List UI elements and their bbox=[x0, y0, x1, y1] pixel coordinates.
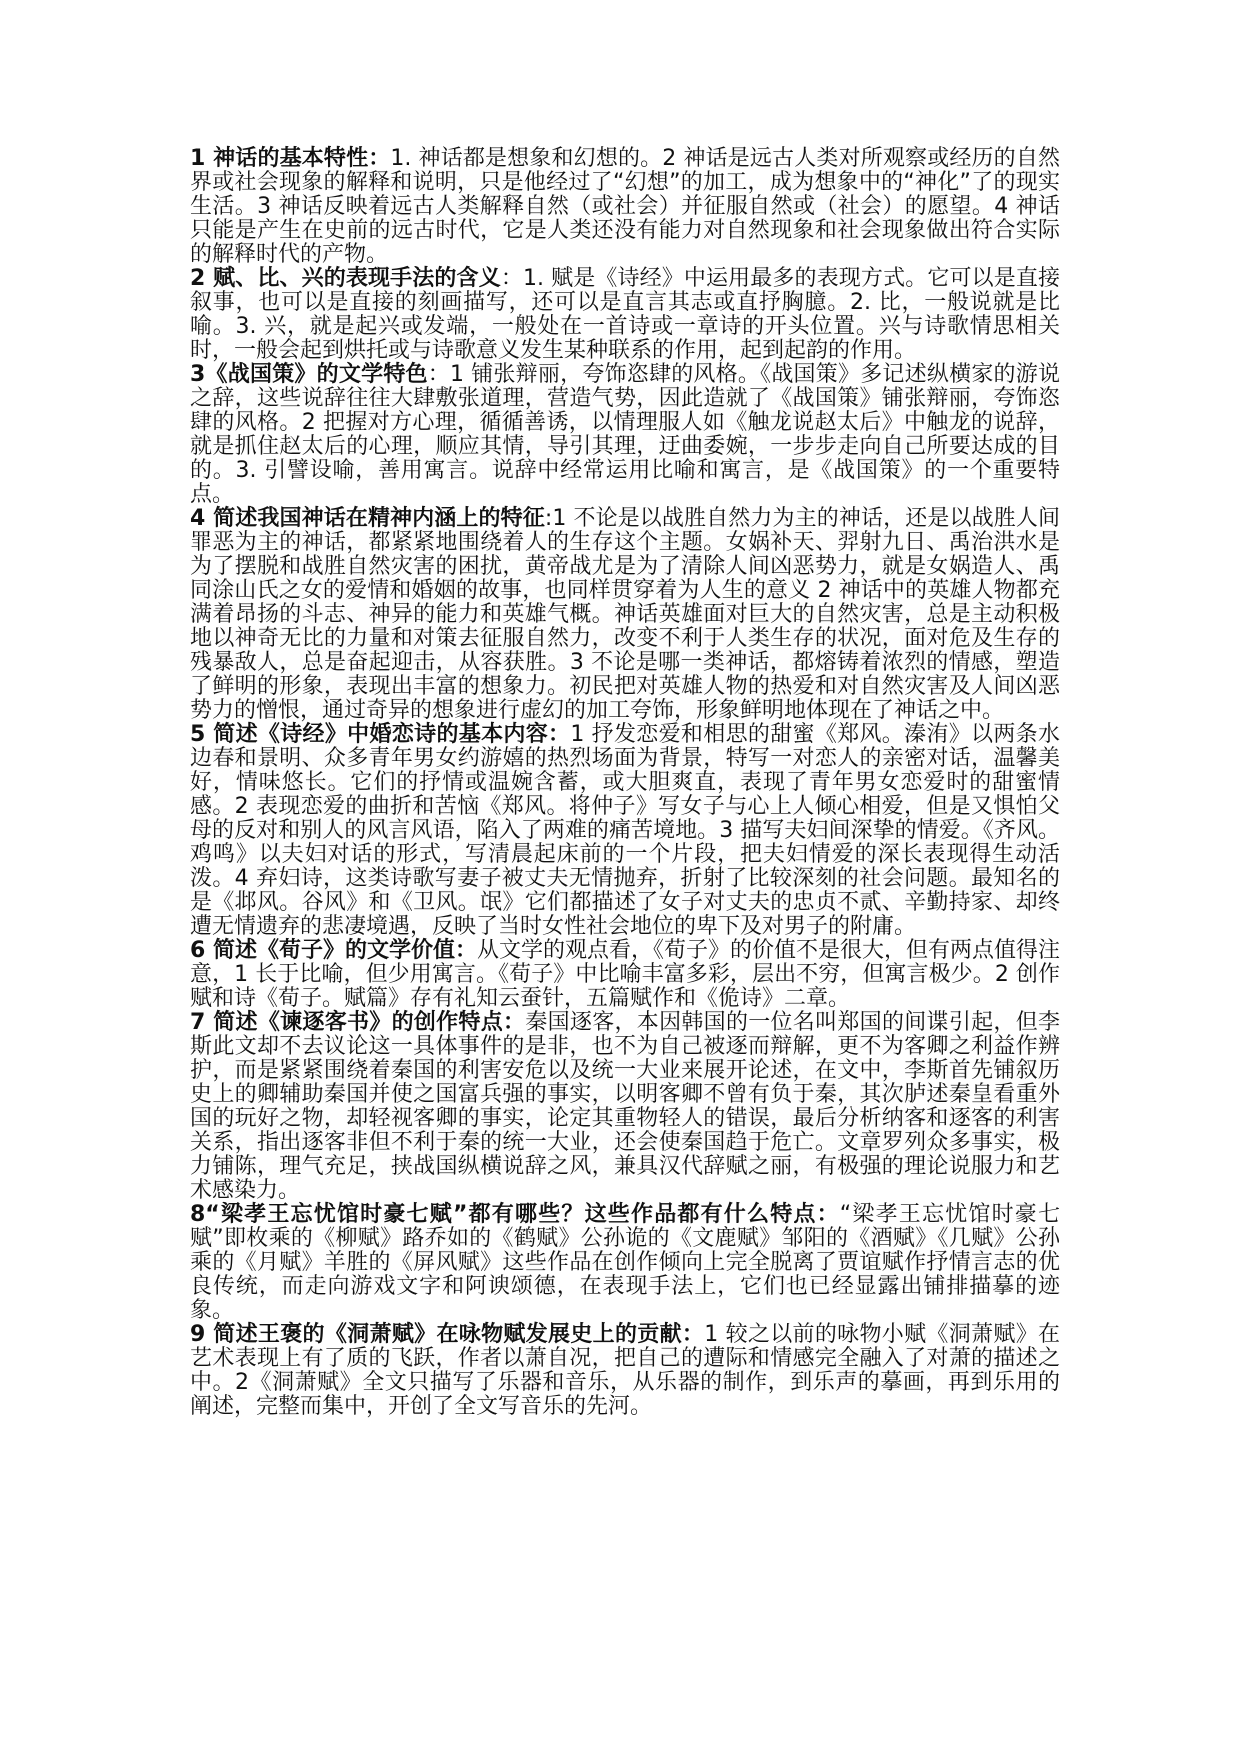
entry-title: 3《战国策》的文学特色 bbox=[190, 362, 428, 387]
entry-6 bbox=[190, 939, 1060, 1011]
entry-title: 4 简述我国神话在精神内涵上的特征 bbox=[190, 506, 545, 531]
entry-title: 2 赋、比、兴的表现手法的含义 bbox=[190, 266, 501, 291]
entry-title: 6 简述《荀子》的文学价值： bbox=[190, 938, 477, 963]
entry-body: 秦国逐客，本因韩国的一位名叫郑国的间谍引起，但李斯此文却不去议论这一具体事件的是非，也不为自己被逐而辩解，更不为客卿之利益作辨护，而是紧紧围绕着秦国的利害安危以及统一大业来展开论述，在文中，李斯首先铺叙历史上的卿辅助秦国并使之国富兵强的事实，以明客卿不曾有负于秦，其次胪述秦皇看重外国的玩好之物，却轻视客卿的事实，论定其重物轻人的错误，最后分析纳客和逐客的利害关系，指出逐客非但不利于秦的统一大业，还会使秦国趋于危亡。文章罗列众多事实，极力铺陈，理气充足，挟战国纵横说辞之风，兼具汉代辞赋之丽，有极强的理论说服力和艺术感染力。 bbox=[190, 1010, 1060, 1203]
entry-3 bbox=[190, 363, 1060, 507]
entry-title: 9 简述王褒的《洞萧赋》在咏物赋发展史上的贡献： bbox=[190, 1322, 705, 1347]
entry-7 bbox=[190, 1011, 1060, 1203]
entry-title: 5 简述《诗经》中婚恋诗的基本内容： bbox=[190, 722, 571, 747]
document-page bbox=[190, 147, 1060, 1419]
entry-body: “梁孝王忘忧馆时豪七赋”即枚乘的《柳赋》路乔如的《鹤赋》公孙诡的《文鹿赋》邹阳的《酒赋》《几赋》公孙乘的《月赋》羊胜的《屏风赋》这些作品在创作倾向上完全脱离了贾谊赋作抒情言志的优良传统，而走向游戏文字和阿谀颂德，在表现手法上，它们也已经显露出铺排描摹的迹象。 bbox=[190, 1202, 1060, 1323]
entry-title: 8“梁孝王忘忧馆时豪七赋”都有哪些？这些作品都有什么特点： bbox=[190, 1202, 840, 1227]
entry-title: 1 神话的基本特性： bbox=[190, 146, 391, 171]
entry-body: 1 较之以前的咏物小赋《洞萧赋》在艺术表现上有了质的飞跃，作者以萧自况，把自己的遭际和情感完全融入了对萧的描述之中。2《洞萧赋》全文只描写了乐器和音乐，从乐器的制作，到乐声的摹画，再到乐用的阐述，完整而集中，开创了全文写音乐的先河。 bbox=[190, 1322, 1061, 1419]
entry-1 bbox=[190, 147, 1060, 267]
entry-5 bbox=[190, 723, 1060, 939]
entry-body: ：1. 赋是《诗经》中运用最多的表现方式。它可以是直接叙事，也可以是直接的刻画描写，还可以是直言其志或直抒胸臆。2. 比，一般说就是比喻。3. 兴，就是起兴或发端，一般处在一首诗或一章诗的开头位置。兴与诗歌情思相关时，一般会起到烘托或与诗歌意义发生某种联系的作用，起到起韵的作用。 bbox=[190, 266, 1060, 363]
entry-8 bbox=[190, 1203, 1060, 1323]
entry-title: 7 简述《谏逐客书》的创作特点： bbox=[190, 1010, 526, 1035]
entry-body: 1 抒发恋爱和相思的甜蜜《郑风。溱洧》以两条水边春和景明、众多青年男女约游嬉的热烈场面为背景，特写一对恋人的亲密对话，温馨美好，情味悠长。它们的抒情或温婉含蓄，或大胆爽直，表现了青年男女恋爱时的甜蜜情感。2 表现恋爱的曲折和苦恼《郑风。将仲子》写女子与心上人倾心相爱，但是又惧怕父母的反对和别人的风言风语，陷入了两难的痛苦境地。3 描写夫妇间深挚的情爱。《齐风。鸡鸣》以夫妇对话的形式，写清晨起床前的一个片段，把夫妇情爱的深长表现得生动活泼。4 弃妇诗，这类诗歌写妻子被丈夫无情抛弃，折射了比较深刻的社会问题。最知名的是《邶风。谷风》和《卫风。氓》它们都描述了女子对丈夫的忠贞不贰、辛勤持家、却终遭无情遗弃的悲凄境遇，反映了当时女性社会地位的卑下及对男子的附庸。 bbox=[190, 722, 1061, 939]
entry-body: ：1 铺张辩丽，夸饰恣肆的风格。《战国策》多记述纵横家的游说之辞，这些说辞往往大肆敷张道理，营造气势，因此造就了《战国策》铺张辩丽，夸饰恣肆的风格。2 把握对方心理，循循善诱，以情理服人如《触龙说赵太后》中触龙的说辞，就是抓住赵太后的心理，顺应其情，导引其理，迂曲委婉，一步步走向自己所要达成的目的。3. 引譬设喻，善用寓言。说辞中经常运用比喻和寓言，是《战国策》的一个重要特点。 bbox=[190, 362, 1060, 507]
entry-body: 从文学的观点看，《荀子》的价值不是很大，但有两点值得注意，1 长于比喻，但少用寓言。《荀子》中比喻丰富多彩，层出不穷，但寓言极少。2 创作赋和诗《荀子。赋篇》存有礼知云蚕针，五篇赋作和《佹诗》二章。 bbox=[190, 938, 1060, 1011]
entry-2 bbox=[190, 267, 1060, 363]
entry-body: :1 不论是以战胜自然力为主的神话，还是以战胜人间罪恶为主的神话，都紧紧地围绕着人的生存这个主题。女娲补天、羿射九日、禹治洪水是为了摆脱和战胜自然灾害的困扰，黄帝战尤是为了清除人间凶恶势力，就是女娲造人、禹同涂山氏之女的爱情和婚姻的故事，也同样贯穿着为人生的意义 2 神话中的英雄人物都充满着昂扬的斗志、神异的能力和英雄气概。神话英雄面对巨大的自然灾害，总是主动积极地以神奇无比的力量和对策去征服自然力，改变不利于人类生存的状况，面对危及生存的残暴敌人，总是奋起迎击，从容获胜。3 不论是哪一类神话，都熔铸着浓烈的情感，塑造了鲜明的形象，表现出丰富的想象力。初民把对英雄人物的热爱和对自然灾害及人间凶恶势力的憎恨，通过奇异的想象进行虚幻的加工夸饰，形象鲜明地体现在了神话之中。 bbox=[190, 506, 1061, 723]
entry-4 bbox=[190, 507, 1060, 723]
entry-body: 1. 神话都是想象和幻想的。2 神话是远古人类对所观察或经历的自然界或社会现象的解释和说明，只是他经过了“幻想”的加工，成为想象中的“神化”了的现实生活。3 神话反映着远古人类解释自然（或社会）并征服自然或（社会）的愿望。4 神话只能是产生在史前的远古时代，它是人类还没有能力对自然现象和社会现象做出符合实际的解释时代的产物。 bbox=[190, 146, 1060, 267]
entry-9 bbox=[190, 1323, 1060, 1419]
